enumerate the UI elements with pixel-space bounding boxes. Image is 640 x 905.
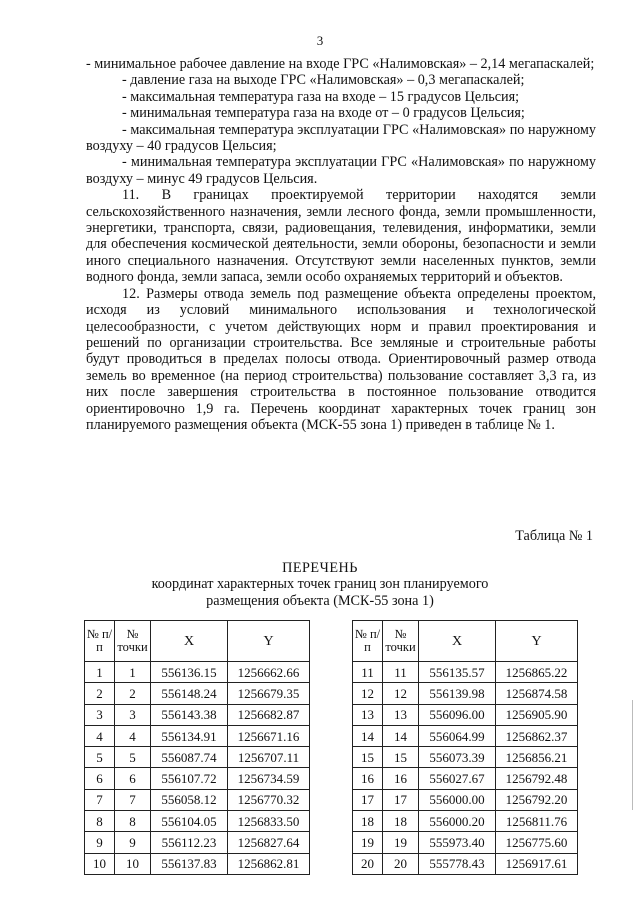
cell-point-number: 12 (383, 683, 419, 704)
list-title (0, 560, 640, 609)
cell-point-number: 18 (383, 811, 419, 832)
cell-point-number: 14 (383, 725, 419, 746)
paragraph: - максимальная температура газа на входе – 15 градусов Цельсия; (122, 88, 520, 105)
cell-x: 556137.83 (151, 853, 228, 874)
cell-row-number: 20 (353, 853, 383, 874)
cell-row-number: 12 (353, 683, 383, 704)
list-title-line-2: координат характерных точек границ зон планируемого (151, 576, 489, 593)
paragraph: - минимальная температура эксплуатации ГРС «Налимовская» по наружному воздуху – минус 49 градусов Цельсия. (86, 154, 596, 187)
cell-x: 556096.00 (419, 704, 496, 725)
cell-point-number: 10 (115, 853, 151, 874)
cell-x: 556087.74 (151, 747, 228, 768)
cell-x: 556073.39 (419, 747, 496, 768)
cell-row-number: 6 (85, 768, 115, 789)
cell-row-number: 13 (353, 704, 383, 725)
header-row-number: № п/п (353, 621, 383, 662)
cell-row-number: 14 (353, 725, 383, 746)
table-row (353, 662, 578, 683)
cell-y: 1256917.61 (496, 853, 578, 874)
cell-x: 556058.12 (151, 789, 228, 810)
cell-x: 555778.43 (419, 853, 496, 874)
cell-x: 556104.05 (151, 811, 228, 832)
cell-y: 1256827.64 (228, 832, 310, 853)
cell-point-number: 20 (383, 853, 419, 874)
cell-row-number: 18 (353, 811, 383, 832)
cell-point-number: 6 (115, 768, 151, 789)
cell-x: 556000.20 (419, 811, 496, 832)
cell-x: 556064.99 (419, 725, 496, 746)
cell-x: 556027.67 (419, 768, 496, 789)
paragraph: - максимальная температура эксплуатации ГРС «Налимовская» по наружному воздуху – 40 градусов Цельсия; (86, 121, 596, 155)
coordinates-table-left (84, 620, 310, 875)
paragraph: 12. Размеры отвода земель под размещение объекта определены проектом, исходя из условий минимального использования и технологической целесообразности, с учетом действующих норм и правил проектирования и решений по организации строительства. Все земляные и строительные работы будут проводиться в пределах полосы отвода. Ориентировочный размер отвода земель во временное (на период строительства) пользование составляет 3,3 га, из них после завершения строительства в постоянное пользование отводится ориентировочно 1,9 га. Перечень координат характерных точек границ зон планируемого размещения объекта (МСК-55 зона 1) приведен в таблице № 1. (86, 285, 596, 433)
cell-point-number: 9 (115, 832, 151, 853)
table-row (85, 789, 310, 810)
header-point-number: № точки (383, 621, 419, 662)
cell-y: 1256734.59 (228, 768, 310, 789)
cell-y: 1256811.76 (496, 811, 578, 832)
cell-row-number: 7 (85, 789, 115, 810)
cell-row-number: 2 (85, 683, 115, 704)
cell-row-number: 8 (85, 811, 115, 832)
table-caption: Таблица № 1 (515, 528, 593, 544)
cell-row-number: 11 (353, 662, 383, 683)
cell-y: 1256682.87 (228, 704, 310, 725)
cell-x: 556143.38 (151, 704, 228, 725)
cell-y: 1256775.60 (496, 832, 578, 853)
cell-point-number: 17 (383, 789, 419, 810)
cell-point-number: 19 (383, 832, 419, 853)
header-point-number: № точки (115, 621, 151, 662)
cell-y: 1256671.16 (228, 725, 310, 746)
header-y: Y (228, 621, 310, 662)
cell-point-number: 4 (115, 725, 151, 746)
table-row (353, 704, 578, 725)
cell-x: 556139.98 (419, 683, 496, 704)
document-body (86, 56, 596, 433)
cell-row-number: 19 (353, 832, 383, 853)
cell-x: 556107.72 (151, 768, 228, 789)
table-row (85, 811, 310, 832)
table-row (85, 747, 310, 768)
header-x: X (151, 621, 228, 662)
cell-row-number: 3 (85, 704, 115, 725)
cell-point-number: 13 (383, 704, 419, 725)
header-x: X (419, 621, 496, 662)
table-row (353, 811, 578, 832)
cell-y: 1256905.90 (496, 704, 578, 725)
table-row (353, 768, 578, 789)
table-row (85, 725, 310, 746)
table-row (353, 853, 578, 874)
cell-point-number: 1 (115, 662, 151, 683)
paragraph: - минимальное рабочее давление на входе ГРС «Налимовская» – 2,14 мегапаскалей; (86, 56, 595, 72)
cell-point-number: 3 (115, 704, 151, 725)
cell-point-number: 5 (115, 747, 151, 768)
cell-point-number: 2 (115, 683, 151, 704)
cell-point-number: 15 (383, 747, 419, 768)
table-row (353, 832, 578, 853)
cell-y: 1256679.35 (228, 683, 310, 704)
cell-point-number: 8 (115, 811, 151, 832)
table-header-row (353, 621, 578, 662)
page-number: 3 (316, 33, 324, 48)
cell-row-number: 17 (353, 789, 383, 810)
table-row (353, 747, 578, 768)
table-row (85, 768, 310, 789)
cell-point-number: 11 (383, 662, 419, 683)
table-row (353, 789, 578, 810)
cell-y: 1256792.20 (496, 789, 578, 810)
cell-row-number: 9 (85, 832, 115, 853)
cell-y: 1256770.32 (228, 789, 310, 810)
cell-point-number: 7 (115, 789, 151, 810)
cell-row-number: 10 (85, 853, 115, 874)
cell-row-number: 1 (85, 662, 115, 683)
paragraph: - минимальная температура газа на входе от – 0 градусов Цельсия; (122, 105, 525, 122)
paragraph: 11. В границах проектируемой территории находятся земли сельскохозяйственного назначения, земли лесного фонда, земли промышленности, энергетики, транспорта, связи, радиовещания, телевидения, информатики, земли для обеспечения космической деятельности, земли обороны, безопасности и земли иного специального назначения. Отсутствуют земли населенных пунктов, земли водного фонда, земли запаса, земли особо охраняемых территорий и объектов. (86, 187, 596, 286)
cell-y: 1256792.48 (496, 768, 578, 789)
cell-y: 1256874.58 (496, 683, 578, 704)
list-title-line-3: размещения объекта (МСК-55 зона 1) (206, 592, 434, 609)
table-row (353, 725, 578, 746)
table-row (85, 683, 310, 704)
cell-x: 556134.91 (151, 725, 228, 746)
cell-x: 556000.00 (419, 789, 496, 810)
coordinates-table-right (352, 620, 578, 875)
cell-y: 1256833.50 (228, 811, 310, 832)
cell-x: 556135.57 (419, 662, 496, 683)
page-edge-mark (632, 700, 633, 810)
list-title-heading: ПЕРЕЧЕНЬ (282, 560, 358, 576)
header-y: Y (496, 621, 578, 662)
table-row (85, 704, 310, 725)
cell-row-number: 4 (85, 725, 115, 746)
cell-row-number: 16 (353, 768, 383, 789)
table-row (85, 832, 310, 853)
header-row-number: № п/п (85, 621, 115, 662)
cell-y: 1256862.37 (496, 725, 578, 746)
cell-y: 1256865.22 (496, 662, 578, 683)
table-row (353, 683, 578, 704)
cell-x: 555973.40 (419, 832, 496, 853)
cell-point-number: 16 (383, 768, 419, 789)
cell-y: 1256862.81 (228, 853, 310, 874)
cell-x: 556148.24 (151, 683, 228, 704)
table-row (85, 853, 310, 874)
table-header-row (85, 621, 310, 662)
cell-y: 1256707.11 (228, 747, 310, 768)
cell-row-number: 15 (353, 747, 383, 768)
cell-x: 556136.15 (151, 662, 228, 683)
cell-row-number: 5 (85, 747, 115, 768)
paragraph: - давление газа на выходе ГРС «Налимовская» – 0,3 мегапаскалей; (122, 72, 525, 89)
cell-y: 1256662.66 (228, 662, 310, 683)
table-row (85, 662, 310, 683)
cell-x: 556112.23 (151, 832, 228, 853)
cell-y: 1256856.21 (496, 747, 578, 768)
